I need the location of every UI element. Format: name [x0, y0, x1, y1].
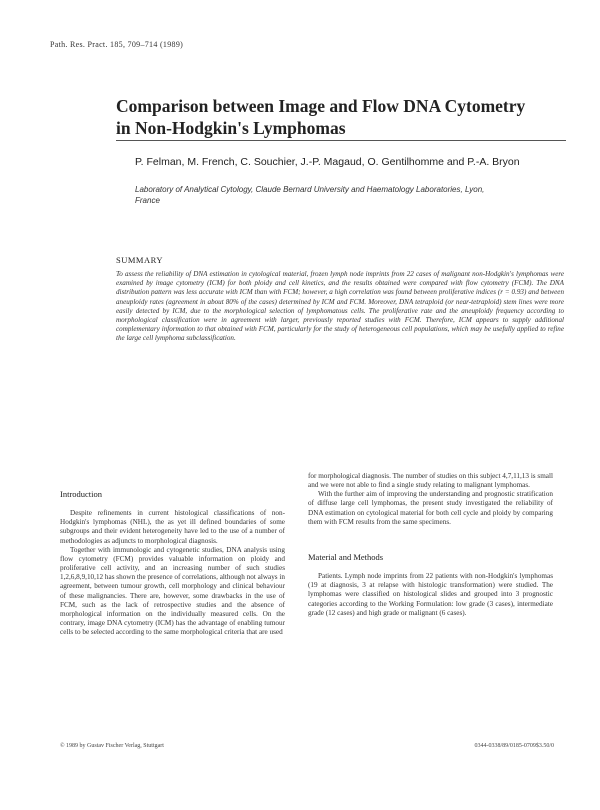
intro-paragraph: Despite refinements in current histological classifications of non-Hodgkin's lymphomas (NHL), the as yet ill defined boundaries of some subgroups and their evident heterogeneity have led to the use of a number of methodologies as adjuncts to morphological diagnosis. [60, 509, 285, 545]
author-list: P. Felman, M. French, C. Souchier, J.-P. Magaud, O. Gentilhomme and P.-A. Bryon [135, 156, 520, 168]
affiliation: Laboratory of Analytical Cytology, Claude Bernard University and Haematology Laboratories, Lyon, France [135, 185, 485, 205]
title-rule [116, 140, 566, 141]
intro-paragraph: With the further aim of improving the understanding and prognostic stratification of diffuse large cell lymphomas, the present study investigated the reliability of DNA estimation on cytological material for both cell cycle and ploidy by comparing them with FCM results from the same specimens. [308, 490, 553, 526]
copyright-footer: © 1989 by Gustav Fischer Verlag, Stuttgart [60, 743, 164, 749]
introduction-heading: Introduction [60, 489, 103, 499]
article-title: Comparison between Image and Flow DNA Cytometry in Non-Hodgkin's Lymphomas [116, 96, 526, 138]
methods-paragraph: Patients. Lymph node imprints from 22 patients with non-Hodgkin's lymphomas (19 at diagnosis, 3 at relapse with histologic transformation) were studied. The lymphomas were classified on histological slides and grouped into 3 prognostic categories according to the Working Formulation: low grade (3 cases), intermediate grade (12 cases) and high grade or malignant (6 cases). [308, 572, 553, 617]
right-column [308, 472, 553, 618]
issn-footer: 0344-0338/89/0185-0709$3.50/0 [474, 743, 554, 749]
methods-heading: Material and Methods [308, 551, 384, 562]
intro-paragraph: for morphological diagnosis. The number of studies on this subject 4,7,11,13 is small and we were not able to find a single study relating to malignant lymphomas. [308, 472, 553, 490]
intro-paragraph: Together with immunologic and cytogenetic studies, DNA analysis using flow cytometry (FCM) provides valuable information on ploidy and proliferative cell activity, and an increasing number of such studies 1,2,6,8,9,10,12 has shown the presence of correlations, although not always in agreement, between tumour growth, cell morphology and clinical behaviour of these malignancies. There are, however, some drawbacks in the use of FCM, such as the lack of retrospective studies and the absence of morphological information on the individually measured cells. On the contrary, image DNA cytometry (ICM) has the advantage of enabling tumour cells to be selected according to the same morphological criteria that are used [60, 545, 285, 637]
summary-heading: SUMMARY [116, 255, 163, 265]
summary-text: To assess the reliability of DNA estimation in cytological material, frozen lymph node imprints from 22 cases of malignant non-Hodgkin's lymphomas were examined by image cytometry (ICM) for both ploidy and cell kinetics, and the results obtained were compared with flow cytometry (FCM). The DNA distribution pattern was less accurate with ICM than with FCM; however, a high correlation was found between proliferative indices (r = 0.93) and between aneuploidy rates (agreement in about 80% of the cases) determined by ICM and FCM. Moreover, DNA tetraploid (or near-tetraploid) stem lines were more easily detected by ICM, due to the morphological selection of lymphomatous cells. The proliferative rate and the aneuploidy frequency according to morphological classification were in agreement with larger, previously reported studies with FCM. Therefore, ICM appears to supply additional complementary information to that obtained with FCM, particularly for the study of heterogeneous cell populations, which may be usefully applied to refine the large cell lymphoma subclassification. [116, 270, 564, 343]
left-column [60, 490, 285, 637]
journal-citation: Path. Res. Pract. 185, 709–714 (1989) [50, 40, 184, 49]
